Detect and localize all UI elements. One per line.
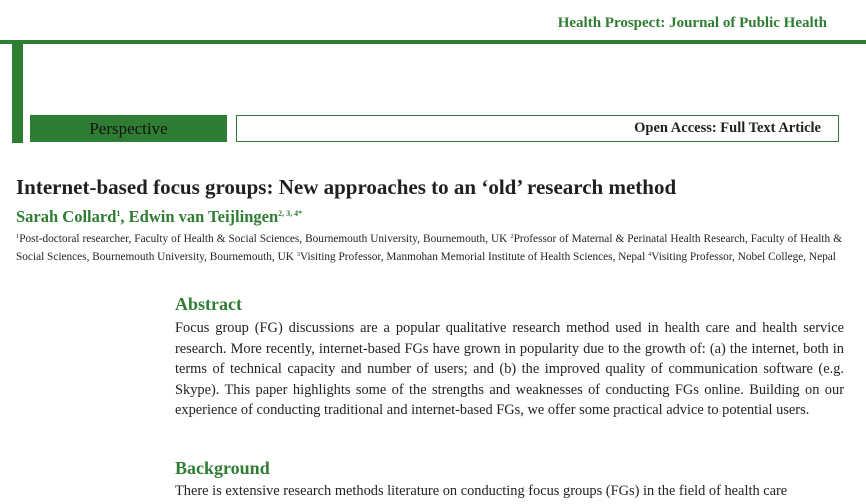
access-label: Open Access: Full Text Article — [634, 120, 821, 136]
author-name[interactable]: Edwin van Teijlingen — [128, 207, 279, 226]
paper-title: Internet-based focus groups: New approaches to an ‘old’ research method — [16, 175, 677, 199]
affiliation-mark: 3 — [296, 251, 300, 258]
affiliation-text: Post-doctoral researcher, Faculty of Health & Social Sciences, Bournemouth University, Bournemouth, UK — [19, 233, 511, 245]
affiliation-text: Professor of Maternal & Perinatal Health Research, Faculty of Health & Social Sciences, Bournemouth University, Bournemouth, UK — [16, 233, 842, 263]
author-name[interactable]: Sarah Collard — [16, 207, 117, 226]
author-marks: 1 — [116, 209, 121, 218]
affiliation-mark: 2 — [510, 233, 514, 240]
header-rule — [0, 40, 866, 44]
background-heading: Background — [175, 458, 270, 478]
background-text: There is extensive research methods literature on conducting focus groups (FGs) in the field of health care — [175, 483, 788, 499]
header-accent-bar — [12, 44, 23, 143]
abstract-heading: Abstract — [175, 294, 242, 314]
journal-title: Health Prospect: Journal of Public Health — [557, 15, 827, 31]
author-marks: 2, 3, 4* — [278, 209, 303, 218]
affiliation-mark: 4 — [648, 251, 652, 258]
author-list: Sarah Collard$^1$, Edwin van Teijlingen$^{2, 3, 4*}$ — [16, 207, 303, 226]
article-type-banner — [30, 115, 227, 142]
article-type-label: Perspective — [89, 118, 168, 138]
affiliation-text: Visiting Professor, Manmohan Memorial Institute of Health Sciences, Nepal — [299, 251, 649, 263]
abstract-text: Focus group (FG) discussions are a popular qualitative research method used in health care and health service research. More recently, internet-based FGs have grown in popularity due to the growth of: (a) the internet, both in terms of technical capacity and number of users; and (b) the improved quality of communication software (e.g. Skype). This paper highlights some of the strengths and weaknesses of conducting FGs online. Building on our experience of conducting traditional and internet-based FGs, we offer some practical advice to potential users. — [175, 320, 844, 418]
access-banner — [236, 115, 839, 142]
affiliation-text: Visiting Professor, Nobel College, Nepal — [651, 251, 836, 263]
affiliations — [16, 229, 842, 265]
affiliation-mark: 1 — [16, 233, 20, 240]
